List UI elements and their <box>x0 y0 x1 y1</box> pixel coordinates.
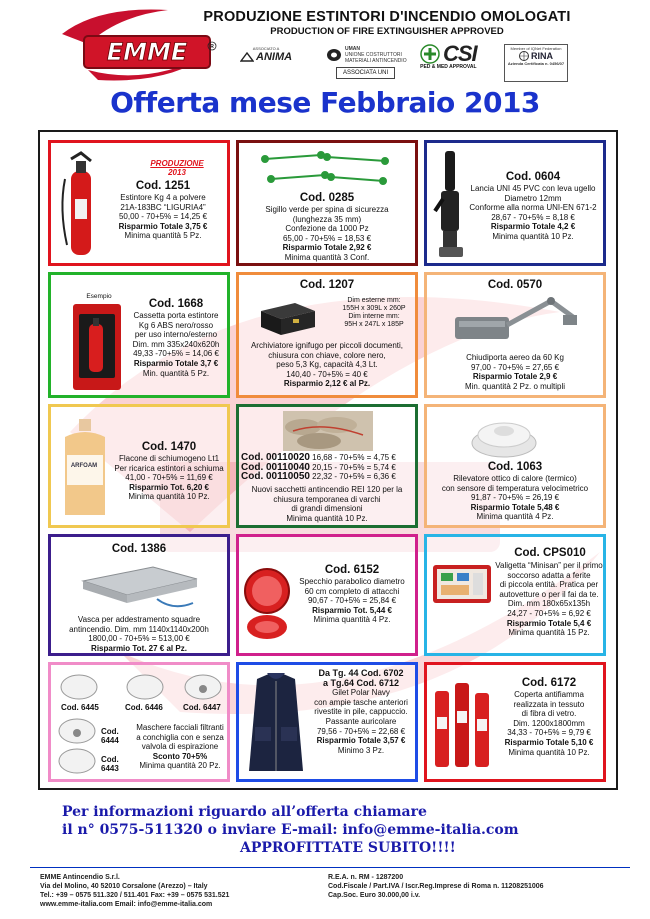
product-saving: Risparmio Totale 2,9 € <box>472 372 558 382</box>
production-badge: PRODUZIONE <box>150 159 204 168</box>
product-saving: Risparmio Totale 5,4 € <box>506 618 592 628</box>
products-frame <box>38 130 618 790</box>
door-closer-icon <box>451 295 581 345</box>
external-dim-label: Dim esterne mm: <box>347 297 401 304</box>
product-desc-1: Maschere facciali filtranti <box>136 723 224 732</box>
product-6702 <box>236 662 418 782</box>
footer-divider <box>30 867 630 868</box>
footer-company: EMME Antincendio S.r.l. <box>40 874 120 881</box>
product-code-1: Cod. 00110020 <box>241 452 310 463</box>
internal-dim-label: Dim interne mm: <box>348 313 400 320</box>
product-saving: Risparmio Tot. 6,20 € <box>129 482 209 492</box>
rina-logo <box>504 44 568 82</box>
product-price: 65,00 - 70+5% = 18,53 € <box>282 233 372 243</box>
info-line-2: il n° 0575-511320 o inviare E-mail: info@emme-italia.com <box>62 822 519 838</box>
product-6152 <box>236 534 418 656</box>
uman-logo <box>326 46 415 64</box>
product-code: Cod. 1386 <box>111 543 167 555</box>
product-code: Cod. CPS010 <box>514 547 586 559</box>
product-desc-2: chiusura temporanea di varchi <box>273 494 381 504</box>
product-saving: Risparmio Totale 4,2 € <box>490 222 576 232</box>
product-desc-2: con sensore di temperatura velocimetrico <box>441 483 589 493</box>
training-pan-icon <box>73 559 203 613</box>
product-saving: Risparmio Totale 3,75 € <box>118 221 208 231</box>
product-1470 <box>48 404 230 528</box>
product-desc-3: di piccola entità. Pratica per <box>499 580 599 590</box>
product-code: Cod. 6152 <box>324 564 380 576</box>
gilet-icon <box>243 671 309 777</box>
mask-code-6447: Cod. 6447 <box>183 703 221 712</box>
association-logos <box>240 41 580 86</box>
product-price: 50,00 - 70+5% = 14,25 € <box>118 212 208 222</box>
product-price: 1800,00 - 70+5% = 513,00 € <box>88 634 190 644</box>
product-min-qty: Minima quantità 10 Pz. <box>492 231 574 241</box>
product-masks <box>48 662 230 782</box>
product-saving: Risparmio Totale 5,48 € <box>470 502 560 512</box>
product-desc-4: Dim. mm 335x240x620h <box>132 339 220 349</box>
anima-logo <box>240 46 292 63</box>
mask-code-6445: Cod. 6445 <box>61 703 99 712</box>
product-min-qty: Minimo 3 Pz. <box>337 745 385 755</box>
product-1063 <box>424 404 606 528</box>
product-price: 140,40 - 70+5% = 40 € <box>286 369 368 379</box>
first-aid-kit-icon <box>431 561 493 607</box>
uman-name: UMAN <box>345 46 360 52</box>
product-desc-1: Archiviatore ignifugo per piccoli documenti, <box>250 341 404 350</box>
product-desc-3: di grandi dimensioni <box>291 504 363 514</box>
product-desc-5: Dim. mm 180x65x135h <box>507 599 591 609</box>
product-price-2: 20,15 - 70+5% = 5,74 € <box>312 462 396 472</box>
product-code: Cod. 1207 <box>299 279 355 291</box>
product-price: 90,67 - 70+5% = 25,84 € <box>307 596 397 606</box>
product-desc-1: Estintore Kg 4 a polvere <box>120 193 206 202</box>
uman-icon <box>326 48 342 62</box>
product-desc-2: a conchiglia con e senza <box>136 732 224 742</box>
product-code-range-1: Da Tg. 44 Cod. 6702 <box>318 668 404 678</box>
product-desc-1: Specchio parabolico diametro <box>299 577 405 586</box>
rina-name: RINA <box>531 51 553 61</box>
product-price: 34,33 - 70+5% = 9,79 € <box>507 728 591 738</box>
rina-subtitle: Azienda Certificata n. 0456/07 <box>507 61 565 66</box>
product-desc-1: Flacone di schiumogeno Lt1 <box>118 454 220 463</box>
mask-code-6446: Cod. 6446 <box>125 703 163 712</box>
production-year: 2013 <box>168 168 186 177</box>
product-min-qty: Minima quantità 5 Pz. <box>124 231 202 241</box>
product-desc-3: Conforme alla norma UNI-EN 671-2 <box>469 203 597 213</box>
fire-blanket-icon <box>431 681 495 773</box>
product-price: 91,87 - 70+5% = 26,19 € <box>470 493 560 503</box>
product-desc-3: di fibra di vetro. <box>521 709 577 719</box>
foam-brand-label: ARFOAM <box>70 463 98 469</box>
anima-name: ANIMA <box>256 51 293 63</box>
mask-code-6443: Cod. 6443 <box>101 755 119 773</box>
product-price: 24,27 - 70+5% = 6,92 € <box>507 608 591 618</box>
footer-capital: Cap.Soc. Euro 30.000,00 i.v. <box>328 892 421 899</box>
offer-title: Offerta mese Febbraio 2013 <box>110 86 540 119</box>
product-saving: Risparmio Tot. 5,44 € <box>312 605 392 615</box>
product-min-qty: Minima quantità 4 Pz. <box>476 512 554 522</box>
product-min-qty: Min. quantità 5 Pz. <box>142 368 210 378</box>
product-desc-2: 21A-183BC “LIGURIA4” <box>120 202 206 212</box>
rina-box <box>504 44 568 82</box>
masks-lower-icons <box>57 717 97 777</box>
footer-address: Via del Molino, 40 52010 Corsalone (Arezzo) – Italy <box>40 883 208 890</box>
product-price: 79,56 - 70+5% = 22,68 € <box>316 726 406 736</box>
product-1668 <box>48 272 230 398</box>
footer-company-info <box>40 873 229 909</box>
product-desc-2: soccorso adatta a ferite <box>507 570 591 580</box>
anima-icon <box>240 52 254 62</box>
product-desc-2: 60 cm completo di attacchi <box>304 586 400 596</box>
product-price: 49,33 -70+5% = 14,06 € <box>133 349 219 359</box>
product-desc-2: Kg 6 ABS nero/rosso <box>138 320 214 330</box>
product-desc-2: Per ricarica estintori a schiuma <box>114 463 224 473</box>
csi-cross-icon <box>420 44 440 64</box>
footer-rea: R.E.A. n. RM - 1287200 <box>328 874 404 881</box>
internal-dim-value: 95H x 247L x 185P <box>344 321 404 328</box>
product-desc-1: Gilet Polar Navy <box>332 688 390 698</box>
product-code: Cod. 0285 <box>299 192 355 204</box>
product-0285 <box>236 140 418 266</box>
product-cps010 <box>424 534 606 656</box>
product-min-qty: Minima quantità 10 Pz. <box>286 513 368 523</box>
product-1386 <box>48 534 230 656</box>
product-saving: Risparmio Tot. 27 € al Pz. <box>91 643 187 653</box>
svg-text:R: R <box>210 44 214 50</box>
product-00110020 <box>236 404 418 528</box>
product-desc-1: Coperta antifiamma <box>514 690 584 699</box>
product-desc-1: Lancia UNI 45 PVC con leva ugello <box>470 184 596 193</box>
product-desc-3: rivestite in pile, cappuccio. <box>314 707 408 717</box>
product-0570 <box>424 272 606 398</box>
masks-icons <box>57 671 227 701</box>
product-price: 28,67 - 70+5% = 8,18 € <box>491 212 575 222</box>
header-subtitle: PRODUCTION OF FIRE EXTINGUISHER APPROVED <box>270 26 504 37</box>
product-saving: Risparmio Totale 3,57 € <box>316 736 406 746</box>
product-1207 <box>236 272 418 398</box>
product-code: Cod. 0604 <box>505 171 561 183</box>
footer-web: www.emme-italia.com Email: info@emme-italia.com <box>40 901 213 908</box>
product-saving: Sconto 70+5% <box>152 751 208 761</box>
footer-phone: Tel.: +39 – 0575 511.320 / 511.401 Fax: +39 – 0575 531.521 <box>40 892 230 899</box>
product-min-qty: Min. quantità 2 Pz. o multipli <box>464 381 566 391</box>
product-desc-1: Cassetta porta estintore <box>133 311 219 320</box>
safety-seal-icon <box>261 149 391 189</box>
csi-logo <box>420 41 477 70</box>
footer-fiscal: Cod.Fiscale / Part.IVA / Iscr.Reg.Imprese di Roma n. 11208251006 <box>328 883 544 890</box>
product-desc-2: antincendio. Dim. mm 1140x1140x200h <box>69 624 209 634</box>
product-code: Cod. 1668 <box>148 298 204 310</box>
product-desc-2: Diametro 12mm <box>504 193 562 203</box>
product-desc-1: Rilevatore ottico di calore (termico) <box>453 474 577 483</box>
product-code: Cod. 6172 <box>521 677 577 689</box>
product-price: 41,00 - 70+5% = 11,69 € <box>125 473 213 483</box>
product-desc-2: chiusura con chiave, colore nero, <box>268 350 386 360</box>
product-code: Cod. 1470 <box>141 441 197 453</box>
product-0604 <box>424 140 606 266</box>
product-min-qty: Minima quantità 3 Conf. <box>284 252 370 262</box>
product-code-range-2: a Tg.64 Cod. 6712 <box>322 677 400 688</box>
mask-code-6444: Cod. 6444 <box>101 727 119 745</box>
product-desc-1: Nuovi sacchetti antincendio REI 120 per la <box>251 485 403 494</box>
product-desc-1: Vasca per addestramento squadre <box>77 615 201 624</box>
product-saving: Risparmio Totale 5,10 € <box>504 737 594 747</box>
product-min-qty: Minima quantità 20 Pz. <box>139 761 221 771</box>
product-saving: Risparmio 2,12 € al Pz. <box>283 379 371 389</box>
header-title: PRODUZIONE ESTINTORI D'INCENDIO OMOLOGATI <box>203 9 571 25</box>
fire-bags-icon <box>283 411 373 451</box>
heat-detector-icon <box>469 415 539 461</box>
product-6172 <box>424 662 606 782</box>
product-desc-2: realizzata in tessuto <box>513 699 585 709</box>
associata-uni-badge: ASSOCIATA UNI <box>336 67 395 79</box>
product-code: Cod. 0570 <box>487 279 543 291</box>
product-price-3: 22,32 - 70+5% = 6,36 € <box>312 472 396 482</box>
product-code-2: Cod. 00110040 <box>241 461 310 473</box>
product-price-1: 16,68 - 70+5% = 4,75 € <box>312 453 396 462</box>
product-desc-2: (lunghezza 35 mm) <box>292 214 362 224</box>
product-min-qty: Minima quantità 4 Pz. <box>313 615 391 625</box>
fire-extinguisher-icon <box>57 149 97 259</box>
product-desc-1: Sigillo verde per spina di sicurezza <box>265 205 389 214</box>
convex-mirror-icon <box>243 565 291 641</box>
product-desc-4: Passante auricolare <box>325 716 397 726</box>
product-saving: Risparmio Totale 2,92 € <box>282 243 372 253</box>
product-price: 97,00 - 70+5% = 27,65 € <box>470 362 560 372</box>
product-min-qty: Minima quantità 10 Pz. <box>508 747 590 757</box>
product-desc-3: per uso interno/esterno <box>134 330 218 340</box>
footer-legal-info <box>328 873 544 900</box>
rina-small-label: Member of IQNet Federation <box>510 46 562 51</box>
product-code-3: Cod. 00110050 <box>241 471 310 483</box>
product-min-qty: Minima quantità 10 Pz. <box>128 492 210 502</box>
product-desc-1: Valigetta “Minisan” per il primo <box>495 561 603 570</box>
product-desc-3: peso 5,3 Kg, capacità 4,3 Lt. <box>276 360 378 370</box>
info-line-1: Per informazioni riguardo all’offerta chiamare <box>62 804 427 820</box>
product-desc-4: autovetture o per il fai da te. <box>499 589 599 599</box>
product-code: Cod. 1251 <box>135 180 191 192</box>
product-min-qty: Minima quantità 15 Pz. <box>508 628 590 638</box>
info-line-3: APPROFITTATE SUBITO!!!! <box>240 840 456 856</box>
rina-globe-icon <box>519 51 529 61</box>
product-desc-3: valvola di espirazione <box>141 742 219 752</box>
product-code: Cod. 1063 <box>487 461 543 473</box>
product-saving: Risparmio Totale 3,7 € <box>133 358 219 368</box>
product-desc-3: Confezione da 1000 Pz <box>285 224 369 234</box>
product-desc-2: con ampie tasche anteriori <box>314 697 408 707</box>
uman-description: UNIONE COSTRUTTORI MATERIALI ANTINCENDIO <box>345 52 407 64</box>
external-dim-value: 155H x 309L x 260P <box>342 305 406 312</box>
logo-text: EMME <box>106 38 188 66</box>
fireproof-box-icon <box>255 297 319 337</box>
csi-name: CSI <box>443 41 477 66</box>
anima-small-label: ASSOCIATO A <box>252 46 280 51</box>
product-1251 <box>48 140 230 266</box>
csi-subtitle: PED & MED APPROVAL <box>420 64 477 70</box>
product-desc-4: Dim. 1200x1800mm <box>513 718 585 728</box>
extinguisher-cabinet-icon <box>71 302 123 392</box>
example-label: Esempio <box>86 293 112 300</box>
product-desc-1: Chiudiporta aereo da 60 Kg <box>466 353 564 362</box>
